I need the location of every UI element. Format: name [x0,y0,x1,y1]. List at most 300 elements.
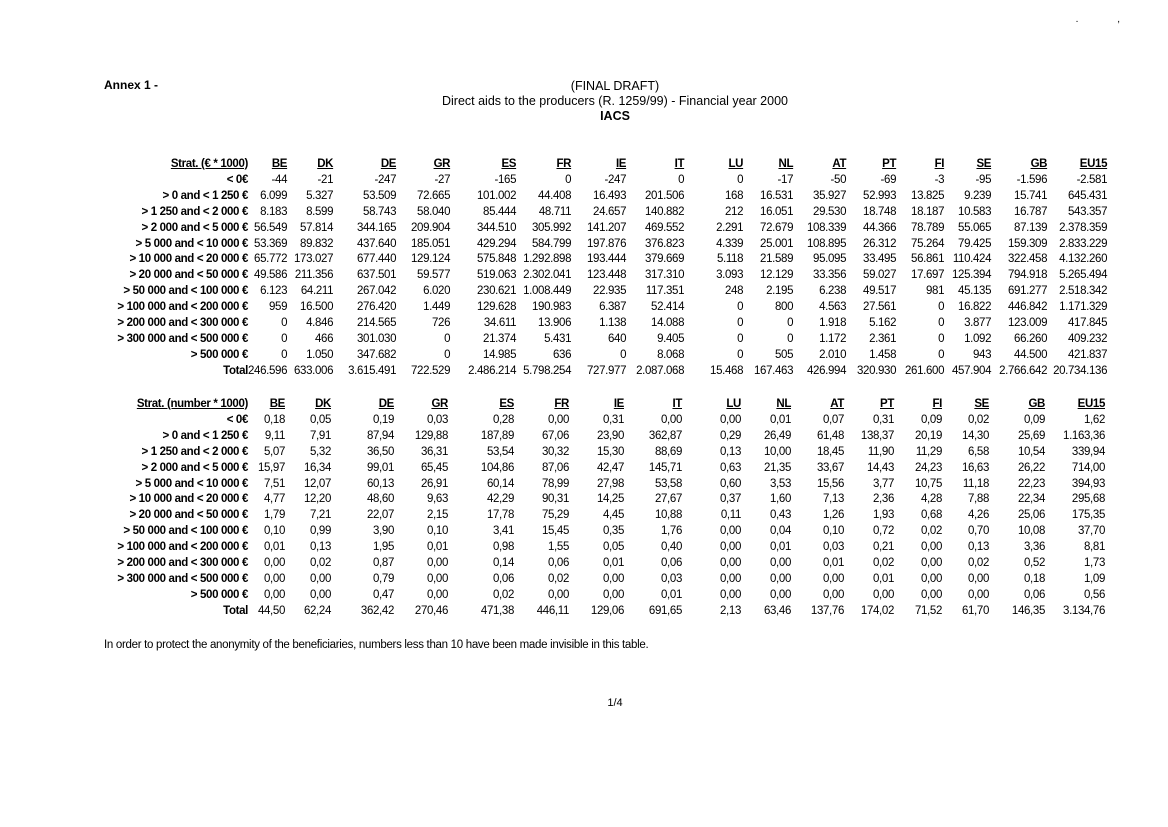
table-cell: 4,77 [264,493,285,506]
country-header: AT [832,158,847,170]
table-cell: 0,02 [310,557,331,570]
table-cell: 0,00 [921,557,942,570]
table-cell: 62,24 [303,604,331,617]
table-cell: 168 [724,189,744,202]
table-cell: 0,98 [493,541,514,554]
table-cell: 58.743 [363,205,397,218]
country-header: GR [431,398,448,410]
table-cell: 10.583 [958,205,992,218]
table-cell: 981 [925,285,945,298]
table-cell: 1,62 [1084,413,1105,426]
table-cell: 0 [787,332,794,345]
table-cell: 0,99 [310,525,331,538]
table-cell: 3,36 [1024,541,1045,554]
table-cell: 0,03 [823,541,844,554]
table-cell: 1.449 [423,301,451,314]
table-cell: 87,06 [541,461,569,474]
table-cell: 117.351 [645,285,685,298]
table-cell: 20.734.136 [1053,364,1108,377]
table-cell: -50 [830,173,847,186]
table-cell: 714,00 [1071,461,1105,474]
document-header [0,79,1168,124]
stratum-label: > 1 250 and < 2 000 € [141,445,248,458]
table-cell: 7,13 [823,493,844,506]
table-cell: 0,00 [823,572,844,585]
table-cell: 1.050 [306,348,334,361]
table-cell: 0,01 [603,557,624,570]
table-cell: 6.387 [599,301,627,314]
table-cell: 270,46 [414,604,448,617]
table-cell: 42,29 [486,493,514,506]
table-cell: 471,38 [480,604,514,617]
table-cell: 0,00 [603,572,624,585]
table-cell: 519.063 [477,269,517,282]
table-cell: 49.586 [254,269,288,282]
table-cell: 8.599 [306,205,334,218]
table-cell: 53,54 [486,445,514,458]
table-cell: 55.065 [958,221,992,234]
table-row [100,237,1107,253]
table-cell: 60,13 [366,477,394,490]
table-cell: 246.596 [248,364,288,377]
table-cell: 88,69 [654,445,682,458]
table-cell: 0,00 [720,588,741,601]
stratum-label: > 0 and < 1 250 € [162,189,248,202]
table-cell: 25,69 [1017,429,1045,442]
table-cell: 110.424 [952,253,992,266]
table-cell: 727.977 [587,364,627,377]
table-cell: 16,63 [961,461,989,474]
table-cell: 0,00 [427,588,448,601]
table-cell: 44.366 [863,221,897,234]
table-cell: 1.171.329 [1059,301,1108,314]
table-cell: 5.118 [716,253,744,266]
country-header: GB [1030,158,1048,170]
table-cell: 45.135 [958,285,992,298]
stratum-label: > 20 000 and < 50 000 € [129,509,248,522]
table-cell: 1,09 [1084,572,1105,585]
country-header: SE [974,398,989,410]
table-cell: 95.095 [813,253,847,266]
table-cell: 4,26 [968,509,989,522]
table-cell: 6.238 [819,285,847,298]
stratum-label: > 2 000 and < 5 000 € [141,461,248,474]
stratum-label: < 0€ [226,173,248,186]
table-cell: 104,86 [480,461,514,474]
country-header: NL [778,158,794,170]
table-cell: 0,21 [873,541,894,554]
table-cell: 75,29 [541,509,569,522]
stratum-label: Total [223,604,248,617]
table-cell: 0 [565,173,572,186]
table-cell: 7,51 [264,477,285,490]
table-cell: 3.615.491 [348,364,397,377]
table-cell: 1,60 [770,493,791,506]
table-cell: 44.408 [538,189,572,202]
table-cell: -247 [604,173,627,186]
table-cell: 636 [552,348,572,361]
table-cell: 79.425 [958,237,992,250]
table-cell: 0,13 [310,541,331,554]
table-cell: 5.162 [869,317,897,330]
table-cell: 4.846 [306,317,334,330]
table-cell: 0 [281,317,288,330]
table-cell: 209.904 [411,221,451,234]
table-cell: 0,00 [720,413,741,426]
corner-marks: . , [1075,14,1138,25]
table-row [100,173,1107,189]
stratum-header: Strat. (number * 1000) [136,398,248,410]
table-cell: 159.309 [1008,237,1048,250]
table-cell: 0 [787,317,794,330]
table-cell: -17 [777,173,794,186]
table-cell: 129.628 [477,301,517,314]
table-cell: 33.356 [813,269,847,282]
table-cell: 2.378.359 [1059,221,1108,234]
table-cell: 0,00 [720,541,741,554]
table-cell: 48,60 [366,493,394,506]
table-cell: 145,71 [648,461,682,474]
table-cell: 0,00 [823,588,844,601]
country-header: FI [932,398,942,410]
table-cell: 23,90 [596,429,624,442]
table-cell: 317.310 [645,269,685,282]
table-cell: 0,00 [310,572,331,585]
table-cell: 0,00 [968,588,989,601]
table-cell: 0,00 [264,588,285,601]
table-cell: 17.697 [911,269,945,282]
table-cell: 0,06 [1024,588,1045,601]
table-cell: 0 [281,332,288,345]
table-cell: 22,07 [366,509,394,522]
table-cell: 4.339 [716,237,744,250]
table-cell: 8.068 [657,348,685,361]
stratum-label: > 10 000 and < 20 000 € [129,253,248,266]
table-cell: 27,67 [654,493,682,506]
table-cell: 34.611 [483,317,517,330]
table-cell: 230.621 [477,285,517,298]
table-cell: 3,77 [873,477,894,490]
table-cell: 26.312 [863,237,897,250]
table-cell: 129,88 [414,429,448,442]
table-cell: 379.669 [645,253,685,266]
table-cell: 48.711 [538,205,572,218]
table-cell: 59.577 [417,269,451,282]
table-cell: 0,00 [921,541,942,554]
country-header: FI [934,158,945,170]
table-cell: -247 [374,173,397,186]
table-cell: 0,47 [373,588,394,601]
beneficiaries-table [100,397,1105,620]
table-cell: 67,06 [541,429,569,442]
table-cell: 2,36 [873,493,894,506]
table-cell: 99,01 [366,461,394,474]
table-cell: 722.529 [411,364,451,377]
table-cell: 466 [314,332,334,345]
table-cell: 0,43 [770,509,791,522]
table-cell: 0,01 [823,557,844,570]
table-cell: 1.138 [599,317,627,330]
table-cell: 1,73 [1084,557,1105,570]
table-cell: 0,35 [603,525,624,538]
table-cell: 21.374 [483,332,517,345]
table-cell: 36,31 [420,445,448,458]
table-cell: 146,35 [1011,604,1045,617]
document-subtitle: IACS [600,109,630,123]
table-cell: 0,00 [770,572,791,585]
table-cell: -95 [975,173,992,186]
table-cell: 3,53 [770,477,791,490]
table-row [100,364,1107,380]
table-cell: 18.748 [863,205,897,218]
country-header: GR [433,158,451,170]
table-cell: 27,98 [596,477,624,490]
stratum-label: > 500 000 € [190,588,248,601]
table-cell: 322.458 [1008,253,1048,266]
table-row [100,189,1107,205]
table-row [100,588,1105,604]
table-cell: 10,75 [914,477,942,490]
table-cell: 5.798.254 [523,364,572,377]
table-cell: 90,31 [541,493,569,506]
table-cell: 13.825 [911,189,945,202]
table-cell: 376.823 [645,237,685,250]
table-cell: 42,47 [596,461,624,474]
table-cell: 27.561 [863,301,897,314]
table-cell: 0,05 [603,541,624,554]
table-cell: 0,56 [1084,588,1105,601]
table-cell: 0,79 [373,572,394,585]
table-cell: 140.882 [645,205,685,218]
table-cell: 0 [737,317,744,330]
table-cell: 21.589 [760,253,794,266]
table-cell: 15.468 [710,364,744,377]
table-cell: 26,49 [763,429,791,442]
footnote: In order to protect the anonymity of the beneficiaries, numbers less than 10 have been made invisible in this table. [104,639,649,651]
table-cell: 22,23 [1017,477,1045,490]
table-cell: -165 [494,173,517,186]
table-cell: 4.563 [819,301,847,314]
table-cell: 53,58 [654,477,682,490]
table-cell: 0,00 [264,572,285,585]
table-cell: 4.132.260 [1059,253,1108,266]
table-cell: 14,43 [866,461,894,474]
country-header: EU15 [1079,158,1108,170]
table-cell: 123.448 [587,269,627,282]
table-row [100,477,1105,493]
country-header: DK [315,398,331,410]
table-cell: 22.935 [593,285,627,298]
table-cell: 12.129 [760,269,794,282]
table-cell: 15,45 [541,525,569,538]
table-cell: 123.009 [1008,317,1048,330]
table-cell: 185.051 [411,237,451,250]
table-row [100,316,1107,332]
table-cell: 9.405 [657,332,685,345]
table-cell: 5.431 [544,332,572,345]
table-cell: -2.581 [1076,173,1108,186]
document-title: Direct aids to the producers (R. 1259/99) - Financial year 2000 [441,94,788,108]
table-cell: 2.087.068 [636,364,685,377]
table-cell: 0 [938,332,945,345]
table-cell: 193.444 [587,253,627,266]
table-cell: 10,54 [1017,445,1045,458]
table-cell: 56.549 [254,221,288,234]
table-cell: 248 [724,285,744,298]
table-cell: 174,02 [860,604,894,617]
table-cell: 457.904 [952,364,992,377]
table-cell: 15.741 [1014,189,1048,202]
table-cell: 0,68 [921,509,942,522]
stratum-label: > 200 000 and < 300 000 € [117,557,248,570]
table-cell: 0,00 [310,588,331,601]
table-cell: 0 [444,348,451,361]
table-cell: 0,01 [770,541,791,554]
table-cell: 9.239 [964,189,992,202]
table-cell: 5,07 [264,445,285,458]
table-cell: 35.927 [813,189,847,202]
stratum-label: > 20 000 and < 50 000 € [129,269,248,282]
table-cell: 63,46 [763,604,791,617]
table-cell: -3 [934,173,945,186]
country-header: ES [501,158,517,170]
table-cell: 9,11 [264,429,285,442]
stratum-label: > 300 000 and < 500 000 € [117,332,248,345]
table-row [100,429,1105,445]
table-cell: 10,88 [654,509,682,522]
table-cell: 301.030 [357,332,397,345]
table-cell: 29.530 [813,205,847,218]
table-cell: 0,01 [427,541,448,554]
table-cell: 20,19 [914,429,942,442]
table-cell: 794.918 [1008,269,1048,282]
table-cell: 0,02 [921,525,942,538]
table-cell: 0,10 [264,525,285,538]
table-cell: 4,28 [921,493,942,506]
stratum-label: > 0 and < 1 250 € [162,429,248,442]
country-header: ES [499,398,514,410]
table-cell: 10,00 [763,445,791,458]
table-cell: 0 [620,348,627,361]
table-row [100,540,1105,556]
table-cell: 141.207 [587,221,627,234]
table-cell: 201.506 [645,189,685,202]
country-header: IE [613,398,624,410]
country-header: NL [776,398,791,410]
table-cell: 267.042 [357,285,397,298]
table-cell: 0,01 [264,541,285,554]
table-cell: 575.848 [477,253,517,266]
table-cell: 12,07 [303,477,331,490]
stratum-label: > 5 000 and < 10 000 € [135,237,248,250]
table-cell: 3,90 [373,525,394,538]
table-cell: 446.842 [1008,301,1048,314]
table-cell: 21,35 [763,461,791,474]
table-cell: 78,99 [541,477,569,490]
stratum-label: > 500 000 € [190,348,248,361]
table-cell: 0,00 [968,572,989,585]
table-cell: 726 [431,317,451,330]
table-cell: 85.444 [483,205,517,218]
table-cell: 52.993 [863,189,897,202]
table-cell: 36,50 [366,445,394,458]
table-cell: 108.895 [807,237,847,250]
table-cell: 691,65 [648,604,682,617]
table-row [100,508,1105,524]
table-cell: 138,37 [860,429,894,442]
stratum-label: > 2 000 and < 5 000 € [141,221,248,234]
table-cell: 61,48 [816,429,844,442]
table-cell: 1,93 [873,509,894,522]
table-cell: 78.789 [911,221,945,234]
table-cell: 14.088 [651,317,685,330]
table-cell: 18.187 [911,205,945,218]
table-cell: 339,94 [1071,445,1105,458]
table-cell: 8,81 [1084,541,1105,554]
table-cell: 26,91 [420,477,448,490]
table-cell: 0,07 [823,413,844,426]
table-cell: 197.876 [587,237,627,250]
table-cell: 2.302.041 [523,269,572,282]
table-cell: 0 [678,173,685,186]
table-cell: 16.051 [760,205,794,218]
table-cell: 87.139 [1014,221,1048,234]
table-cell: 677.440 [357,253,397,266]
table-cell: 5.265.494 [1059,269,1108,282]
table-cell: 13.906 [538,317,572,330]
table-cell: 0,00 [427,572,448,585]
table-cell: 0,02 [873,557,894,570]
table-cell: 2.010 [819,348,847,361]
table-cell: -69 [880,173,897,186]
country-header: AT [830,398,844,410]
table-cell: 25.001 [760,237,794,250]
stratum-label: Total [223,364,248,377]
table-cell: 108.339 [807,221,847,234]
table-cell: 691.277 [1008,285,1048,298]
table-cell: 344.510 [477,221,517,234]
table-cell: 0 [737,332,744,345]
table-cell: 0,18 [1024,572,1045,585]
table-cell: 1,76 [661,525,682,538]
table-cell: 167.463 [754,364,794,377]
table-cell: 16.500 [300,301,334,314]
table-cell: 11,18 [962,477,989,490]
country-header: LU [726,398,741,410]
table-cell: 0,10 [823,525,844,538]
table-cell: 44.500 [1014,348,1048,361]
table-cell: 0,13 [720,445,741,458]
stratum-header: Strat. (€ * 1000) [170,158,248,170]
table-cell: 2.766.642 [999,364,1048,377]
table-cell: 1.092 [964,332,992,345]
table-cell: 30,32 [541,445,569,458]
table-cell: 446,11 [536,604,569,617]
table-cell: 421.837 [1068,348,1108,361]
table-cell: 2.486.214 [468,364,517,377]
table-cell: 3.134,76 [1063,604,1105,617]
table-cell: 2.195 [766,285,794,298]
table-cell: 0,03 [427,413,448,426]
table-cell: 429.294 [477,237,517,250]
table-cell: 125.394 [952,269,992,282]
table-row [100,461,1105,477]
table-cell: 0,00 [873,588,894,601]
table-cell: 26,22 [1017,461,1045,474]
table-row [100,492,1105,508]
table-cell: 0,87 [373,557,394,570]
table-cell: 305.992 [532,221,572,234]
